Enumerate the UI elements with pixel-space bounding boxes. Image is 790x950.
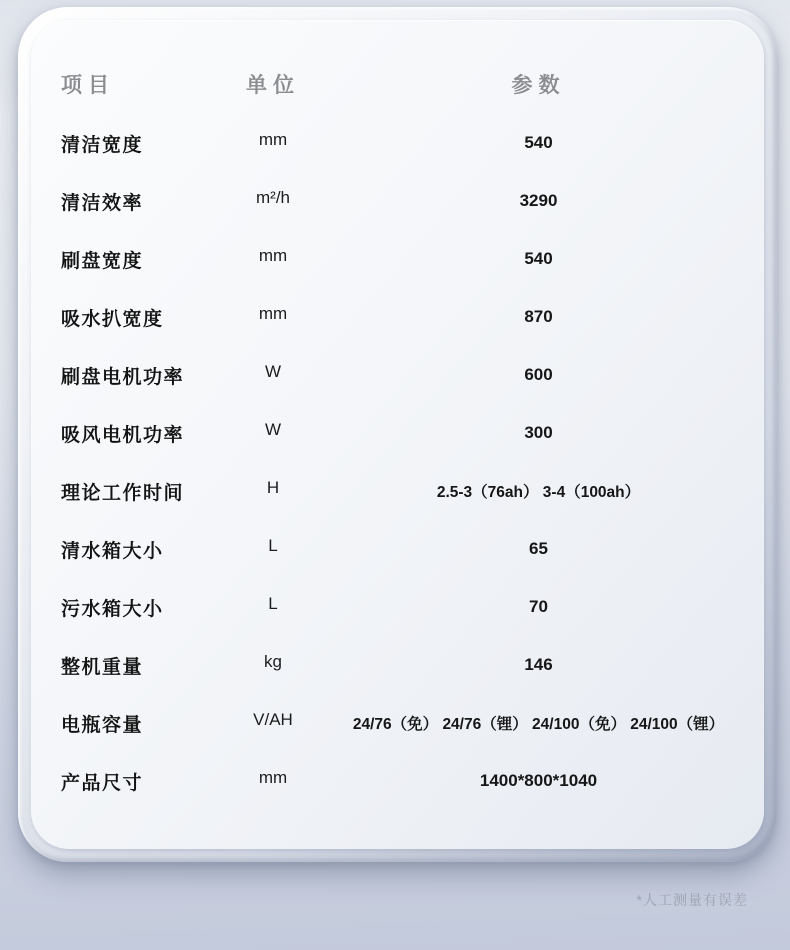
spec-param-value: 65 bbox=[529, 539, 548, 558]
table-row bbox=[61, 694, 764, 752]
spec-item-label: 吸风电机功率 bbox=[61, 424, 185, 446]
spec-unit: H bbox=[266, 478, 280, 497]
spec-param-value: 600 bbox=[524, 365, 553, 384]
spec-item-label: 污水箱大小 bbox=[61, 598, 164, 620]
spec-table-body bbox=[61, 114, 764, 810]
column-header-param: 参数 bbox=[511, 74, 566, 97]
spec-param-value: 1400*800*1040 bbox=[479, 771, 598, 790]
table-row bbox=[61, 404, 764, 462]
spec-item-label: 吸水扒宽度 bbox=[61, 308, 164, 330]
spec-unit: mm bbox=[258, 130, 288, 149]
spec-item-label: 整机重量 bbox=[61, 656, 144, 678]
spec-unit: W bbox=[264, 362, 282, 381]
table-row bbox=[61, 172, 764, 230]
spec-unit: W bbox=[264, 420, 282, 439]
spec-unit: V/AH bbox=[253, 710, 293, 729]
spec-param-value: 540 bbox=[524, 249, 553, 268]
column-header-unit: 单位 bbox=[246, 74, 300, 97]
table-row bbox=[61, 520, 764, 578]
table-row bbox=[61, 578, 764, 636]
spec-param-value: 24/76（免） 24/76（锂） 24/100（免） 24/100（锂） bbox=[352, 716, 725, 733]
table-row bbox=[61, 462, 764, 520]
spec-card bbox=[18, 7, 777, 862]
spec-unit: mm bbox=[258, 246, 288, 265]
spec-table-header-row bbox=[61, 54, 764, 114]
spec-item-label: 清洁宽度 bbox=[61, 134, 144, 156]
table-row bbox=[61, 346, 764, 404]
spec-item-label: 产品尺寸 bbox=[61, 772, 144, 794]
table-row bbox=[61, 288, 764, 346]
spec-item-label: 刷盘宽度 bbox=[61, 250, 144, 272]
spec-param-value: 70 bbox=[529, 597, 548, 616]
spec-param-value: 2.5-3（76ah） 3-4（100ah） bbox=[436, 484, 641, 501]
spec-item-label: 理论工作时间 bbox=[61, 482, 185, 504]
spec-param-value: 870 bbox=[524, 307, 553, 326]
spec-unit: mm bbox=[258, 768, 288, 787]
spec-param-value: 300 bbox=[524, 423, 553, 442]
spec-unit: L bbox=[268, 536, 278, 555]
table-row bbox=[61, 114, 764, 172]
spec-item-label: 刷盘电机功率 bbox=[61, 366, 185, 388]
spec-unit: L bbox=[268, 594, 278, 613]
spec-unit: kg bbox=[264, 652, 282, 671]
measurement-disclaimer: *人工测量有误差 bbox=[636, 892, 748, 908]
spec-unit: m²/h bbox=[256, 188, 290, 207]
spec-param-value: 146 bbox=[524, 655, 553, 674]
table-row bbox=[61, 230, 764, 288]
spec-item-label: 电瓶容量 bbox=[61, 714, 144, 736]
spec-table bbox=[31, 20, 764, 810]
table-row bbox=[61, 752, 764, 810]
spec-unit: mm bbox=[258, 304, 288, 323]
spec-param-value: 3290 bbox=[519, 191, 558, 210]
column-header-item: 项目 bbox=[61, 74, 115, 97]
spec-item-label: 清洁效率 bbox=[61, 192, 144, 214]
spec-card-surface bbox=[31, 20, 764, 849]
table-row bbox=[61, 636, 764, 694]
spec-item-label: 清水箱大小 bbox=[61, 540, 164, 562]
spec-param-value: 540 bbox=[524, 133, 553, 152]
